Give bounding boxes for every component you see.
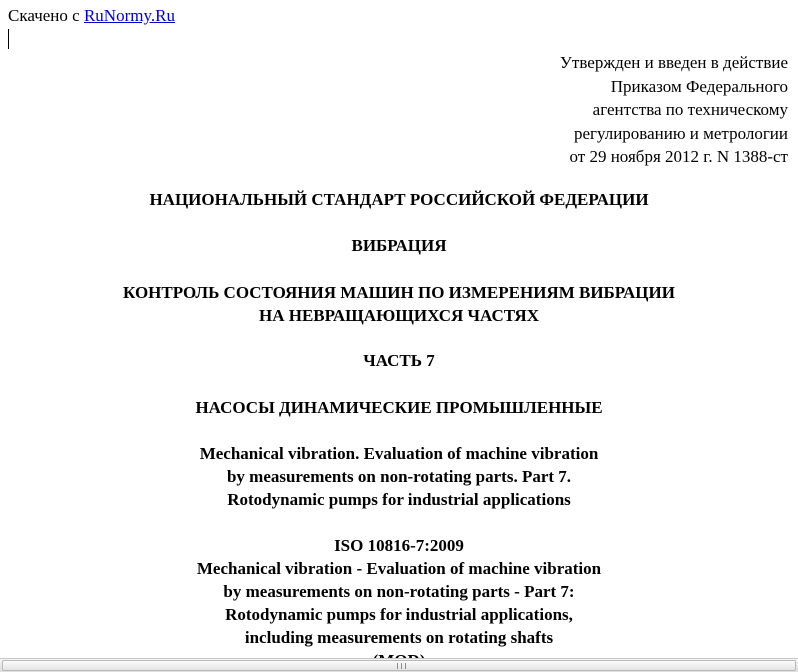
approval-line: Утвержден и введен в действие — [559, 53, 788, 72]
iso-title-line: Mechanical vibration - Evaluation of machine vibration — [196, 559, 602, 578]
grip-icon — [397, 663, 406, 669]
iso-title-line: Rotodynamic pumps for industrial applications, — [225, 605, 573, 624]
scrollbar-thumb[interactable] — [2, 660, 796, 671]
english-title-line: Mechanical vibration. Evaluation of machine vibration — [199, 444, 599, 463]
english-title — [0, 442, 798, 511]
iso-block — [0, 534, 798, 672]
subject-heading: ВИБРАЦИЯ — [351, 236, 447, 255]
approval-line: от 29 ноября 2012 г. N 1388-ст — [569, 147, 788, 166]
english-title-line: by measurements on non-rotating parts. Part 7. — [226, 467, 572, 486]
iso-title-line: including measurements on rotating shafts — [244, 628, 554, 647]
approval-block — [560, 51, 788, 169]
standard-type-heading: НАЦИОНАЛЬНЫЙ СТАНДАРТ РОССИЙСКОЙ ФЕДЕРАЦИИ — [149, 190, 649, 209]
source-prefix: Скачено с — [8, 6, 84, 25]
text-cursor — [8, 29, 9, 49]
iso-number: ISO 10816-7:2009 — [334, 536, 464, 555]
title-line: КОНТРОЛЬ СОСТОЯНИЯ МАШИН ПО ИЗМЕРЕНИЯМ ВИБРАЦИИ — [123, 283, 675, 302]
approval-line: Приказом Федерального — [610, 76, 788, 96]
english-title-line: Rotodynamic pumps for industrial applications — [227, 490, 571, 509]
title-heading — [0, 281, 798, 327]
part-heading: ЧАСТЬ 7 — [363, 351, 435, 370]
part-title-heading: НАСОСЫ ДИНАМИЧЕСКИЕ ПРОМЫШЛЕННЫЕ — [195, 398, 603, 417]
approval-line: регулированию и метрологии — [573, 123, 788, 143]
iso-title-line: by measurements on non-rotating parts - Part 7: — [223, 582, 575, 601]
runormy-link[interactable]: RuNormy.Ru — [83, 6, 175, 25]
horizontal-scrollbar[interactable] — [0, 658, 798, 672]
source-line — [8, 6, 175, 26]
title-line: НА НЕВРАЩАЮЩИХСЯ ЧАСТЯХ — [259, 306, 539, 325]
approval-line: агентства по техническому — [592, 100, 788, 119]
